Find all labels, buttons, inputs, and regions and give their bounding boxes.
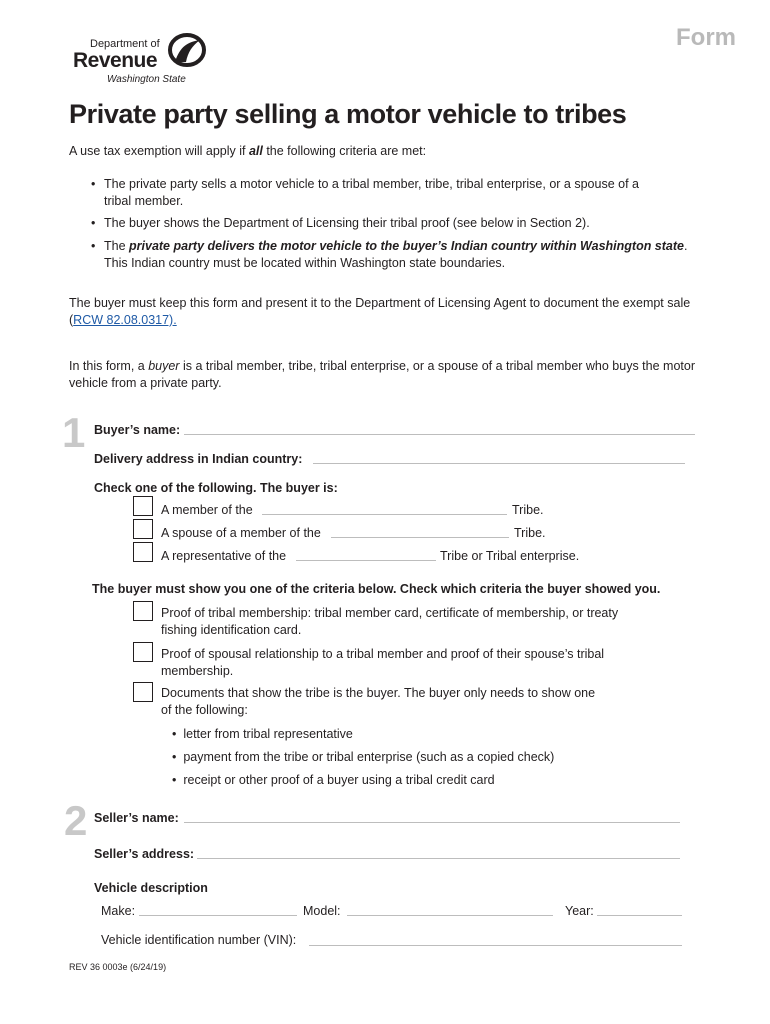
- spouse-option-suffix: Tribe.: [514, 526, 546, 540]
- delivery-address-label: Delivery address in Indian country:: [94, 452, 303, 466]
- section-1-number: 1: [62, 409, 86, 456]
- vin-label: Vehicle identification number (VIN):: [101, 933, 297, 947]
- spousal-proof-text: Proof of spousal relationship to a tribal member and proof of their spouse’s tribal membership.: [161, 647, 605, 678]
- bullet-icon: •: [172, 773, 177, 787]
- seller-name-field[interactable]: [184, 822, 680, 823]
- bullet-icon: •: [91, 239, 96, 253]
- logo-washington-state: Washington State: [107, 74, 186, 85]
- bullet-icon: •: [91, 177, 96, 191]
- keep-form-paragraph: The buyer must keep this form and present it to the Department of Licensing Agent to document the exempt sale (RCW 82.08.0317).: [69, 296, 691, 327]
- spouse-checkbox[interactable]: [133, 519, 153, 539]
- representative-checkbox[interactable]: [133, 542, 153, 562]
- member-option-suffix: Tribe.: [512, 503, 544, 517]
- bullet-icon: •: [91, 216, 96, 230]
- bullet-icon: •: [172, 727, 177, 741]
- model-label: Model:: [303, 904, 341, 918]
- year-label: Year:: [565, 904, 594, 918]
- page-title: Private party selling a motor vehicle to tribes: [69, 99, 627, 129]
- form-label: Form: [676, 24, 736, 51]
- member-checkbox[interactable]: [133, 496, 153, 516]
- buyer-name-field[interactable]: [184, 434, 695, 435]
- seller-name-label: Seller’s name:: [94, 811, 179, 825]
- proof-heading: The buyer must show you one of the criteria below. Check which criteria the buyer showed you.: [92, 582, 661, 596]
- member-tribe-field[interactable]: [262, 514, 507, 515]
- intro-text: A use tax exemption will apply if all the following criteria are met:: [69, 144, 427, 158]
- seller-address-field[interactable]: [197, 858, 680, 859]
- document-list-item: • receipt or other proof of a buyer using a tribal credit card: [172, 773, 495, 787]
- criteria-item: • The private party sells a motor vehicle to a tribal member, tribe, tribal enterprise, or a spouse of a tribal member.: [91, 177, 639, 208]
- criteria-item: • The buyer shows the Department of Licensing their tribal proof (see below in Section 2).: [91, 216, 590, 230]
- tribal-membership-proof-checkbox[interactable]: [133, 601, 153, 621]
- make-field[interactable]: [139, 915, 297, 916]
- bullet-icon: •: [172, 750, 177, 764]
- representative-option-suffix: Tribe or Tribal enterprise.: [440, 549, 580, 563]
- make-label: Make:: [101, 904, 136, 918]
- vehicle-description-heading: Vehicle description: [94, 881, 208, 895]
- representative-tribe-field[interactable]: [296, 560, 436, 561]
- model-field[interactable]: [347, 915, 553, 916]
- logo-revenue: Revenue: [73, 49, 158, 72]
- buyer-name-label: Buyer’s name:: [94, 423, 181, 437]
- form-number: REV 36 0003e (6/24/19): [69, 962, 167, 972]
- spousal-proof-checkbox[interactable]: [133, 642, 153, 662]
- member-option-label: A member of the: [161, 503, 253, 517]
- spouse-tribe-field[interactable]: [331, 537, 509, 538]
- document-list-item: • letter from tribal representative: [172, 727, 353, 741]
- logo-department-of: Department of: [90, 38, 160, 50]
- tribe-documents-text: Documents that show the tribe is the buyer. The buyer only needs to show one of the following:: [161, 686, 596, 717]
- delivery-address-field[interactable]: [313, 463, 685, 464]
- section-2-number: 2: [64, 797, 88, 844]
- vin-field[interactable]: [309, 945, 682, 946]
- dor-logo-mark-icon: [166, 32, 206, 68]
- rcw-link[interactable]: RCW 82.08.0317).: [73, 313, 177, 327]
- buyer-type-heading: Check one of the following. The buyer is:: [94, 481, 338, 495]
- year-field[interactable]: [597, 915, 682, 916]
- document-list-item: • payment from the tribe or tribal enterprise (such as a copied check): [172, 750, 555, 764]
- buyer-definition-paragraph: In this form, a buyer is a tribal member, tribe, tribal enterprise, or a spouse of a tribal member who buys the motor vehicle from a private party.: [69, 359, 695, 390]
- tribe-documents-checkbox[interactable]: [133, 682, 153, 702]
- spouse-option-label: A spouse of a member of the: [161, 526, 321, 540]
- tribal-membership-proof-text: Proof of tribal membership: tribal member card, certificate of membership, or treaty fishing identification card.: [161, 606, 619, 637]
- representative-option-label: A representative of the: [161, 549, 287, 563]
- seller-address-label: Seller’s address:: [94, 847, 195, 861]
- criteria-item: • The private party delivers the motor vehicle to the buyer’s Indian country within Washington state. This Indian country must be located within Washington state boundaries.: [91, 239, 688, 270]
